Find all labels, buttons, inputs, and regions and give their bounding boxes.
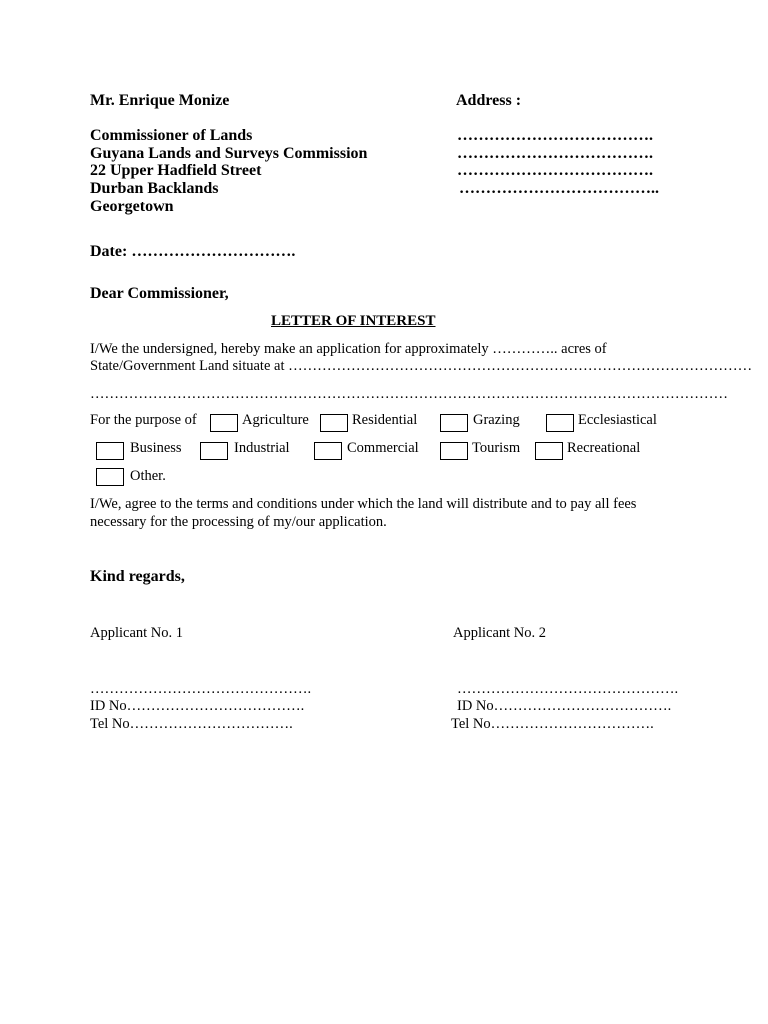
address-label: Address :: [456, 92, 522, 109]
checkbox-residential[interactable]: [320, 414, 348, 432]
recipient-area: Durban Backlands: [90, 180, 219, 197]
applicant-2-id[interactable]: ID No……………………………….: [457, 698, 672, 714]
label-business: Business: [130, 440, 182, 456]
label-agriculture: Agriculture: [242, 412, 309, 428]
agreement-line-1: I/We, agree to the terms and conditions under which the land will distribute and to pay all fees: [90, 496, 637, 512]
label-commercial: Commercial: [347, 440, 419, 456]
applicant-2-tel[interactable]: Tel No…………………………….: [451, 716, 654, 732]
agreement-line-2: necessary for the processing of my/our application.: [90, 514, 387, 530]
checkbox-ecclesiastical[interactable]: [546, 414, 574, 432]
recipient-street: 22 Upper Hadfield Street: [90, 162, 262, 179]
recipient-city: Georgetown: [90, 198, 174, 215]
label-ecclesiastical: Ecclesiastical: [578, 412, 657, 428]
applicant-1-label: Applicant No. 1: [90, 625, 184, 641]
recipient-title: Commissioner of Lands: [90, 127, 253, 144]
checkbox-agriculture[interactable]: [210, 414, 238, 432]
checkbox-other[interactable]: [96, 468, 124, 486]
label-recreational: Recreational: [567, 440, 641, 456]
address-line-4[interactable]: ………………………………..: [459, 180, 659, 197]
applicant-2-label: Applicant No. 2: [453, 625, 547, 641]
letter-title: LETTER OF INTEREST: [271, 313, 436, 329]
salutation: Dear Commissioner,: [90, 285, 229, 302]
checkbox-grazing[interactable]: [440, 414, 468, 432]
closing: Kind regards,: [90, 568, 185, 585]
checkbox-industrial[interactable]: [200, 442, 228, 460]
checkbox-commercial[interactable]: [314, 442, 342, 460]
label-tourism: Tourism: [472, 440, 521, 456]
checkbox-tourism[interactable]: [440, 442, 468, 460]
checkbox-business[interactable]: [96, 442, 124, 460]
applicant-2-signature[interactable]: ……………………………………….: [457, 681, 679, 697]
purpose-label: For the purpose of: [90, 412, 197, 428]
application-line-3: ……………………………………………………………………………………………………………………: [90, 386, 728, 402]
applicant-1-signature[interactable]: ……………………………………….: [90, 681, 312, 697]
applicant-1-tel[interactable]: Tel No…………………………….: [90, 716, 293, 732]
address-line-3[interactable]: ……………………………….: [457, 162, 653, 179]
application-line-2: State/Government Land situate at ……………………………………………………………………………………: [90, 358, 753, 374]
label-residential: Residential: [352, 412, 418, 428]
application-line-1: I/We the undersigned, hereby make an application for approximately ………….. acres of: [90, 341, 607, 357]
address-line-2[interactable]: ……………………………….: [457, 145, 653, 162]
checkbox-recreational[interactable]: [535, 442, 563, 460]
label-industrial: Industrial: [234, 440, 290, 456]
applicant-1-id[interactable]: ID No……………………………….: [90, 698, 305, 714]
recipient-name: Mr. Enrique Monize: [90, 92, 230, 109]
label-other: Other.: [130, 468, 166, 484]
recipient-organization: Guyana Lands and Surveys Commission: [90, 145, 368, 162]
label-grazing: Grazing: [473, 412, 520, 428]
address-line-1[interactable]: ……………………………….: [457, 127, 653, 144]
date-line[interactable]: Date: ………………………….: [90, 243, 296, 260]
